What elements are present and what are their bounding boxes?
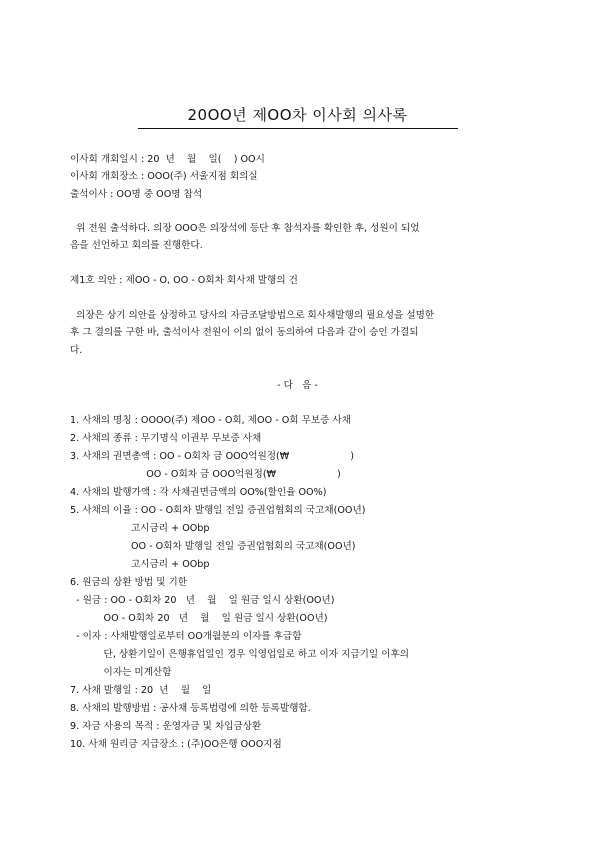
agenda-paragraph-line: 다. — [70, 345, 83, 356]
list-item: 10. 사채 원리금 지급장소 : (주)OO은행 OOO지점 — [70, 739, 282, 750]
intro-paragraph-line: 음을 선언하고 회의를 진행한다. — [70, 240, 203, 251]
list-item: 2. 사채의 종류 : 무기명식 이권부 무보증 사채 — [70, 433, 262, 444]
list-item: OO - O회차 금 OOO억원정(₩ ) — [70, 469, 341, 480]
section-marker: - 다 음 - — [277, 380, 318, 391]
list-item: 5. 사채의 이율 : OO - O회차 발행일 전일 증권업협회의 국고채(OO년) — [70, 505, 366, 516]
list-item: 3. 사채의 권면총액 : OO - O회차 금 OOO억원정(₩ ) — [70, 451, 354, 462]
meeting-place: 이사회 개회장소 : OOO(주) 서울지점 회의실 — [70, 171, 258, 182]
list-item: 단, 상환기일이 은행휴업일인 경우 익영업일로 하고 이자 지급기일 이후의 — [70, 649, 410, 660]
agenda-paragraph-line: 의장은 상기 의안을 상정하고 당사의 자금조달방법으로 회사채발행의 필요성을 설명한 — [70, 310, 435, 321]
list-item: 4. 사채의 발행가액 : 각 사채권면금액의 OO%(할인율 OO%) — [70, 487, 327, 498]
document-title: 20OO년 제OO차 이사회 의사록 — [187, 106, 408, 124]
title-underline — [138, 128, 458, 129]
attendance: 출석이사 : OO명 중 OO명 참석 — [70, 189, 203, 200]
intro-paragraph-line: 위 전원 출석하다. 의장 OOO은 의장석에 등단 후 참석자를 확인한 후, 성원이 되었 — [70, 223, 420, 234]
list-item: 고시금리 + OObp — [70, 523, 210, 534]
list-item: OO - O회차 20 년 월 일 원금 일시 상환(OO년) — [70, 613, 328, 624]
list-item: 9. 자금 사용의 목적 : 운영자금 및 차입금상환 — [70, 721, 262, 732]
list-item: - 원금 : OO - O회차 20 년 월 일 원금 일시 상환(OO년) — [70, 595, 335, 606]
list-item: 이자는 미계산함 — [70, 667, 172, 678]
list-item: - 이자 : 사채발행일로부터 OO개월분의 이자를 후급함 — [70, 631, 302, 642]
agenda-heading: 제1호 의안 : 제OO - O, OO - O회차 회사채 발행의 건 — [70, 275, 298, 286]
list-item: 고시금리 + OObp — [70, 559, 210, 570]
list-item: OO - O회차 발행일 전일 증권업협회의 국고채(OO년) — [70, 541, 356, 552]
list-item: 6. 원금의 상환 방법 및 기한 — [70, 577, 188, 588]
list-item: 1. 사채의 명칭 : OOOO(주) 제OO - O회, 제OO - O회 무보증 사채 — [70, 415, 351, 426]
list-item: 7. 사채 발행일 : 20 년 월 일 — [70, 685, 212, 696]
list-item: 8. 사채의 발행방법 : 공사채 등록법령에 의한 등록발행함. — [70, 703, 311, 714]
agenda-paragraph-line: 후 그 결의를 구한 바, 출석이사 전원이 이의 없이 동의하여 다음과 같이 승인 가결되 — [70, 327, 419, 338]
meeting-date: 이사회 개회일시 : 20 년 월 일( ) OO시 — [70, 154, 265, 165]
